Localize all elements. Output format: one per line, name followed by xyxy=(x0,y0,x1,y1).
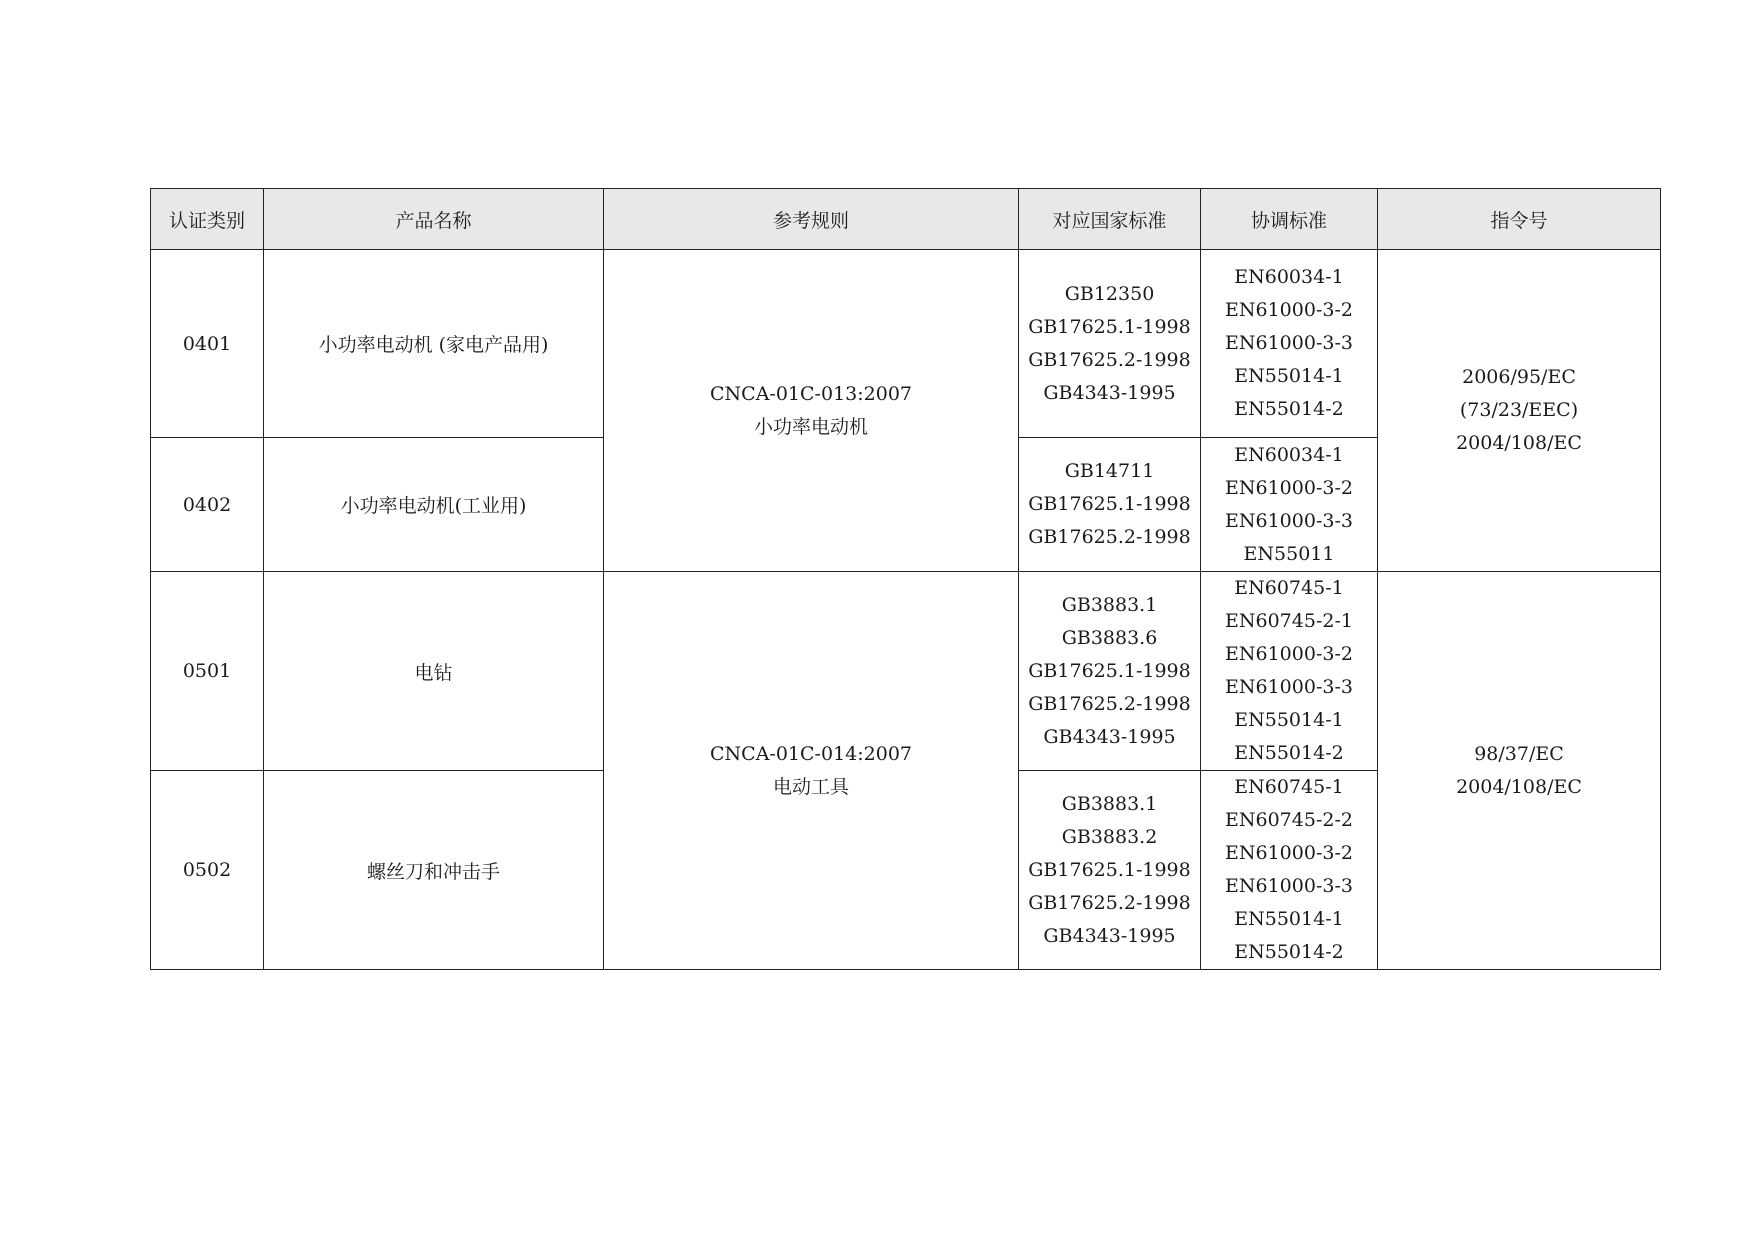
table-row xyxy=(151,250,1661,438)
harmonized-std-item: EN55014-2 xyxy=(1234,398,1344,420)
national-std-item: GB3883.1 xyxy=(1061,593,1158,616)
table-row xyxy=(151,572,1661,771)
national-std-item: GB17625.2-1998 xyxy=(1028,526,1191,548)
harmonized-std-item: EN55014-1 xyxy=(1234,908,1344,930)
harmonized-std-item: EN60745-2-1 xyxy=(1225,610,1353,632)
header-harmonized-std: 协调标准 xyxy=(1201,189,1378,250)
category-cell: 0401 xyxy=(151,250,264,438)
category-cell: 0402 xyxy=(151,438,264,572)
certification-table xyxy=(150,188,1661,970)
national-std-item: GB17625.2-1998 xyxy=(1028,692,1191,715)
harmonized-std-item: EN55014-2 xyxy=(1234,742,1344,764)
harmonized-std-item: EN60745-1 xyxy=(1234,776,1344,798)
product-cell: 小功率电动机(工业用) xyxy=(264,438,604,572)
directive-item: 2004/108/EC xyxy=(1456,432,1582,454)
national-std-item: GB17625.1-1998 xyxy=(1028,659,1191,682)
directive-item: (73/23/EEC) xyxy=(1459,399,1579,421)
national-std-cell xyxy=(1019,572,1201,771)
header-rules: 参考规则 xyxy=(604,189,1019,250)
directive-item: 2006/95/EC xyxy=(1462,366,1576,388)
harmonized-std-item: EN61000-3-2 xyxy=(1225,842,1353,864)
national-std-item: GB3883.1 xyxy=(1061,792,1158,815)
harmonized-std-item: EN60034-1 xyxy=(1234,443,1344,466)
product-cell: 电钻 xyxy=(264,572,604,771)
directive-item: 2004/108/EC xyxy=(1456,775,1582,798)
rules-code: CNCA-01C-013:2007 xyxy=(710,382,912,405)
national-std-item: GB4343-1995 xyxy=(1043,924,1176,947)
national-std-item: GB17625.1-1998 xyxy=(1028,493,1191,515)
national-std-item: GB17625.1-1998 xyxy=(1028,315,1191,338)
national-std-item: GB3883.6 xyxy=(1061,626,1158,649)
rules-cell xyxy=(604,572,1019,970)
harmonized-std-item: EN60034-1 xyxy=(1234,266,1344,288)
harmonized-std-item: EN55011 xyxy=(1243,542,1335,565)
category-cell: 0502 xyxy=(151,771,264,970)
rules-code: CNCA-01C-014:2007 xyxy=(710,742,912,765)
header-category: 认证类别 xyxy=(151,189,264,250)
directive-item: 98/37/EC xyxy=(1474,742,1564,765)
national-std-cell xyxy=(1019,250,1201,438)
national-std-item: GB17625.2-1998 xyxy=(1028,348,1191,371)
rules-name: 小功率电动机 xyxy=(753,415,868,438)
harmonized-std-item: EN61000-3-2 xyxy=(1225,643,1353,665)
harmonized-std-item: EN55014-1 xyxy=(1234,365,1344,387)
national-std-item: GB17625.2-1998 xyxy=(1028,891,1191,914)
national-std-item: GB3883.2 xyxy=(1061,825,1158,848)
harmonized-std-item: EN55014-1 xyxy=(1234,709,1344,731)
harmonized-std-item: EN61000-3-3 xyxy=(1225,875,1353,897)
harmonized-std-cell xyxy=(1201,572,1378,771)
product-cell: 螺丝刀和冲击手 xyxy=(264,771,604,970)
rules-cell xyxy=(604,250,1019,572)
directive-cell xyxy=(1378,250,1661,572)
harmonized-std-cell xyxy=(1201,438,1378,572)
national-std-item: GB14711 xyxy=(1064,460,1155,482)
directive-cell xyxy=(1378,572,1661,970)
header-national-std: 对应国家标准 xyxy=(1019,189,1201,250)
national-std-item: GB4343-1995 xyxy=(1043,725,1176,748)
header-product: 产品名称 xyxy=(264,189,604,250)
national-std-item: GB17625.1-1998 xyxy=(1028,858,1191,881)
national-std-item: GB4343-1995 xyxy=(1043,381,1176,404)
harmonized-std-item: EN55014-2 xyxy=(1234,941,1344,963)
harmonized-std-item: EN61000-3-2 xyxy=(1225,476,1353,499)
product-cell: 小功率电动机 (家电产品用) xyxy=(264,250,604,438)
harmonized-std-item: EN61000-3-3 xyxy=(1225,676,1353,698)
table-header-row xyxy=(151,189,1661,250)
harmonized-std-cell xyxy=(1201,771,1378,970)
harmonized-std-item: EN61000-3-2 xyxy=(1225,299,1353,321)
rules-name: 电动工具 xyxy=(772,775,849,798)
harmonized-std-item: EN60745-2-2 xyxy=(1225,809,1353,831)
harmonized-std-item: EN61000-3-3 xyxy=(1225,509,1353,532)
harmonized-std-item: EN60745-1 xyxy=(1234,577,1344,599)
header-directive: 指令号 xyxy=(1378,189,1661,250)
national-std-cell xyxy=(1019,438,1201,572)
harmonized-std-item: EN61000-3-3 xyxy=(1225,332,1353,354)
harmonized-std-cell xyxy=(1201,250,1378,438)
national-std-cell xyxy=(1019,771,1201,970)
national-std-item: GB12350 xyxy=(1064,282,1155,305)
category-cell: 0501 xyxy=(151,572,264,771)
